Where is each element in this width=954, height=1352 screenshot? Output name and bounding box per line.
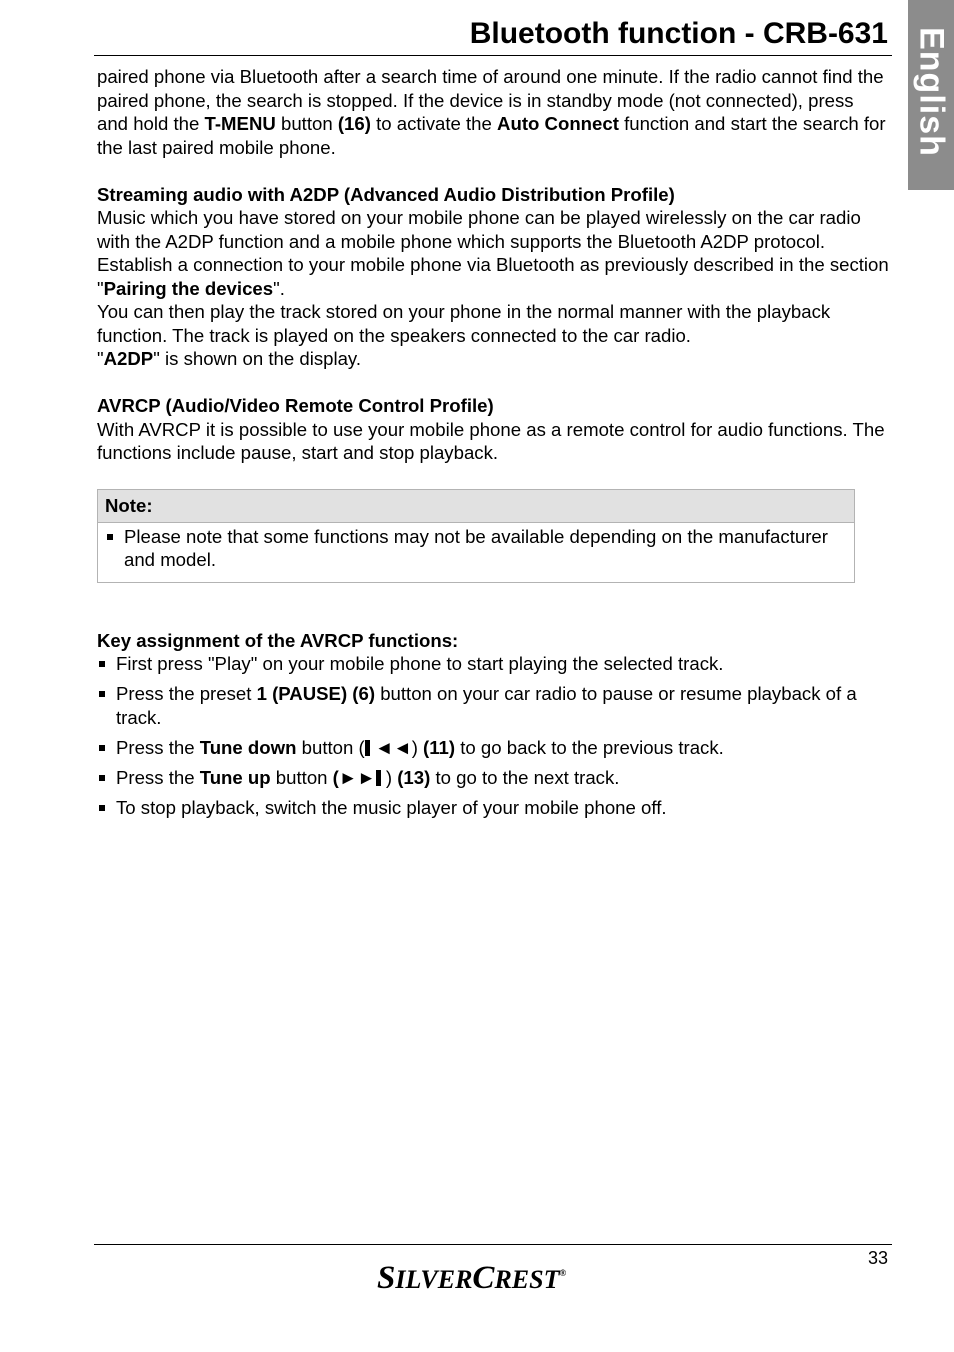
rewind-icon: ◄◄ [369, 736, 412, 758]
silvercrest-logo: SILVERCREST® [377, 1260, 567, 1296]
forward-icon: (►► [332, 766, 376, 788]
avrcp-paragraph: With AVRCP it is possible to use your mobile phone as a remote control for audio functions. The functions include pause, start and stop playback. [97, 418, 885, 463]
list-item: Press the Tune down button ( ◄◄) (11) to go back to the previous track. [97, 736, 889, 760]
note-item: Please note that some functions may not be available depending on the manufacturer and model. [105, 525, 847, 572]
a2dp-paragraph-3: You can then play the track stored on your phone in the normal manner with the playback function. The track is played on the speakers connected to the car radio. [97, 301, 831, 346]
a2dp-paragraph-1: Music which you have stored on your mobile phone can be played wirelessly on the car radio with the A2DP function and a mobile phone which supports the Bluetooth A2DP protocol. [97, 207, 861, 252]
note-box [97, 489, 855, 583]
list-item: Press the preset 1 (PAUSE) (6) button on your car radio to pause or resume playback of a track. [97, 682, 889, 729]
a2dp-paragraph-4: "A2DP" is shown on the display. [97, 348, 362, 369]
intro-paragraph: paired phone via Bluetooth after a search time of around one minute. If the radio cannot find the paired phone, the search is stopped. If the device is in standby mode (not connected), press and hold the T-MENU button (16) to activate the Auto Connect function and start the search for the last paired mobile phone. [97, 66, 886, 158]
page-number: 33 [867, 1248, 888, 1268]
footer-rule [94, 1244, 892, 1245]
page-content [97, 65, 889, 826]
note-title: Note: [98, 490, 854, 523]
list-item: Press the Tune up button (►► ) (13) to go to the next track. [97, 766, 889, 790]
language-label: English [912, 27, 951, 157]
list-item: First press "Play" on your mobile phone to start playing the selected track. [97, 652, 889, 676]
header-rule [94, 55, 892, 56]
avrcp-heading: AVRCP (Audio/Video Remote Control Profile) [97, 395, 494, 416]
language-tab [908, 0, 954, 190]
a2dp-paragraph-2: Establish a connection to your mobile phone via Bluetooth as previously described in the section "Pairing the devices". [97, 254, 889, 299]
keys-heading: Key assignment of the AVRCP functions: [97, 629, 459, 651]
page-title: Bluetooth function - CRB-631 [469, 17, 888, 50]
a2dp-heading: Streaming audio with A2DP (Advanced Audio Distribution Profile) [97, 183, 675, 205]
list-item: To stop playback, switch the music player of your mobile phone off. [97, 796, 889, 820]
keys-list [97, 652, 889, 819]
